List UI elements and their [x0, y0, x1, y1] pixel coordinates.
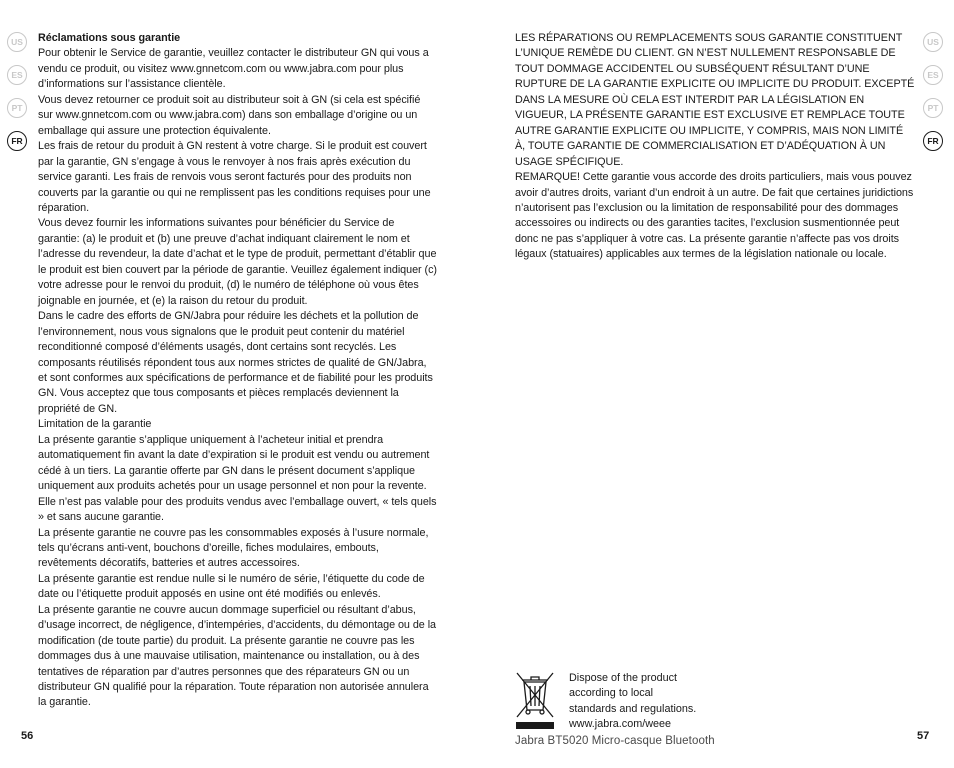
paragraph: LES RÉPARATIONS OU REMPLACEMENTS SOUS GARANTIE CONSTITUENT L’UNIQUE REMÈDE DU CLIENT. GN N’EST NULLEMENT RESPONSABLE DE TOUT DOMMAGE ACCIDENTEL OU SUBSÉQUENT RÉSULTANT D’UNE RUPTURE DE LA GARANTIE EXPLICITE OU IMPLICITE DU PRODUIT. EXCEPTÉ DANS LA MESURE OÙ CELA EST INTERDIT PAR LA LÉGISLATION EN VIGUEUR, LA PRÉSENTE GARANTIE EST EXCLUSIVE ET REMPLACE TOUTE AUTRE GARANTIE EXPLICITE OU IMPLICITE, Y COMPRIS, MAIS NON LIMITÉ À, TOUTE GARANTIE DE COMMERCIALISATION ET D’ADÉQUATION À UN USAGE SPÉCIFIQUE.	[515, 32, 915, 168]
paragraph: Dans le cadre des efforts de GN/Jabra pour réduire les déchets et la pollution de l’environnement, nous vous signalons que le produit peut contenir du matériel reconditionné composé d’éléments usagés, dont certains sont recyclés. Les composants réutilisés répondent tous aux normes strictes de qualité de GN/Jabra, et sont conformes aux spécifications de performance et de fiabilité pour les produits GN. Vous acceptez que tous composants et pièces remplacés deviennent la propriété de GN.	[38, 310, 433, 415]
paragraph: Vous devez retourner ce produit soit au distributeur soit à GN (si cela est spécifié sur www.gnnetcom.com ou www.jabra.com) dans son emballage d’origine ou un emballage qui assure une protection équivalente.	[38, 93, 421, 137]
page-number: 57	[917, 730, 930, 742]
paragraph: La présente garantie ne couvre aucun dommage superficiel ou résultant d’abus, d’usage incorrect, de négligence, d’intempéries, d’accidents, du démontage ou de la modification (de toute partie) du produit. La présente garantie ne couvre pas les dommages dus à une mauvaise utilisation, maintenance ou installation, ou à des tentatives de réparation par d’autres personnes que des réparateurs GN ou un distributeur GN qualifié pour la réparation. Toute réparation non autorisée annulera la garantie.	[38, 603, 436, 709]
language-badge-us: US	[7, 32, 27, 52]
subheading: Limitation de la garantie	[38, 418, 152, 431]
paragraph: La présente garantie ne couvre pas les consommables exposés à l’usure normale, tels qu’écrans anti-vent, bouchons d’oreille, fiches modulaires, embouts, revêtements décoratifs, batteries et autres accessoires.	[38, 526, 429, 570]
language-badge-es: ES	[923, 65, 943, 85]
paragraph: Pour obtenir le Service de garantie, veuillez contacter le distributeur GN qui vous a vendu ce produit, ou visitez www.gnnetcom.com ou www.jabra.com pour plus d’informations sur l’assistance clientèle.	[38, 47, 429, 91]
weee-notice	[515, 671, 815, 731]
language-tabs	[7, 32, 29, 164]
weee-line: according to local	[569, 687, 654, 700]
language-badge-pt: PT	[7, 98, 27, 118]
weee-line: standards and regulations.	[569, 702, 697, 715]
weee-url: www.jabra.com/weee	[569, 718, 672, 731]
paragraph: La présente garantie est rendue nulle si le numéro de série, l’étiquette du code de date ou l’étiquette produit apposés en usine ont été modifiés ou enlevés.	[38, 572, 425, 601]
language-badge-fr: FR	[923, 131, 943, 151]
paragraph: La présente garantie s’applique uniquement à l’acheteur initial et prendra automatiquement fin avant la date d’expiration si le produit est vendu ou autrement cédé à un tiers. La garantie offerte par GN dans le présent document s’applique uniquement aux produits achetés pour un usage personnel et non pour la revente. Elle n’est pas valable pour des produits vendus avec l’emballage ouvert, « tels quels » et sans aucune garantie.	[38, 433, 437, 524]
weee-text	[569, 671, 769, 733]
right-page	[477, 0, 954, 768]
paragraph: Vous devez fournir les informations suivantes pour bénéficier du Service de garantie: (a) le produit et (b) une preuve d’achat indiquant clairement le nom et l’adresse du revendeur, la date d’achat et le type de produit, permettant d’établir que le produit est bien couvert par la période de garantie. Veuillez également indiquer (c) votre adresse pour le renvoi du produit, (d) le numéro de téléphone où vous êtes joignable en journée, et (e) la raison du retour du produit.	[38, 217, 437, 307]
language-tabs	[923, 32, 945, 164]
language-badge-es: ES	[7, 65, 27, 85]
page-number: 56	[21, 730, 34, 742]
language-badge-us: US	[923, 32, 943, 52]
language-badge-pt: PT	[923, 98, 943, 118]
section-heading: Réclamations sous garantie	[38, 32, 181, 44]
paragraph: Les frais de retour du produit à GN restent à votre charge. Si le produit est couvert par la garantie, GN s’engage à vous le renvoyer à nos frais après exécution du service garanti. Les frais de renvois vous seront facturés pour des produits non couverts par la garantie ou qui ne remplissent pas les conditions requises pour une réparation.	[38, 140, 431, 214]
crossed-out-wheelie-bin-icon	[515, 671, 555, 731]
left-text-column	[38, 31, 438, 711]
language-badge-fr: FR	[7, 131, 27, 151]
paragraph: REMARQUE! Cette garantie vous accorde des droits particuliers, mais vous pouvez avoir d’autres droits, variant d’un endroit à un autre. De fait que certaines juridictions n’autorisent pas l’exclusion ou la limitation de responsabilité pour des dommages accessoires ou indirects ou des garanties tacites, l’exclusion susmentionnée peut donc ne pas s’appliquer à votre cas. La présente garantie n’affecte pas vos droits légaux (statuaires) applicables aux termes de la législation nationale ou locale.	[515, 171, 914, 261]
weee-line: Dispose of the product	[569, 672, 678, 684]
right-text-column	[515, 31, 915, 263]
product-footer: Jabra BT5020 Micro-casque Bluetooth	[515, 735, 715, 747]
